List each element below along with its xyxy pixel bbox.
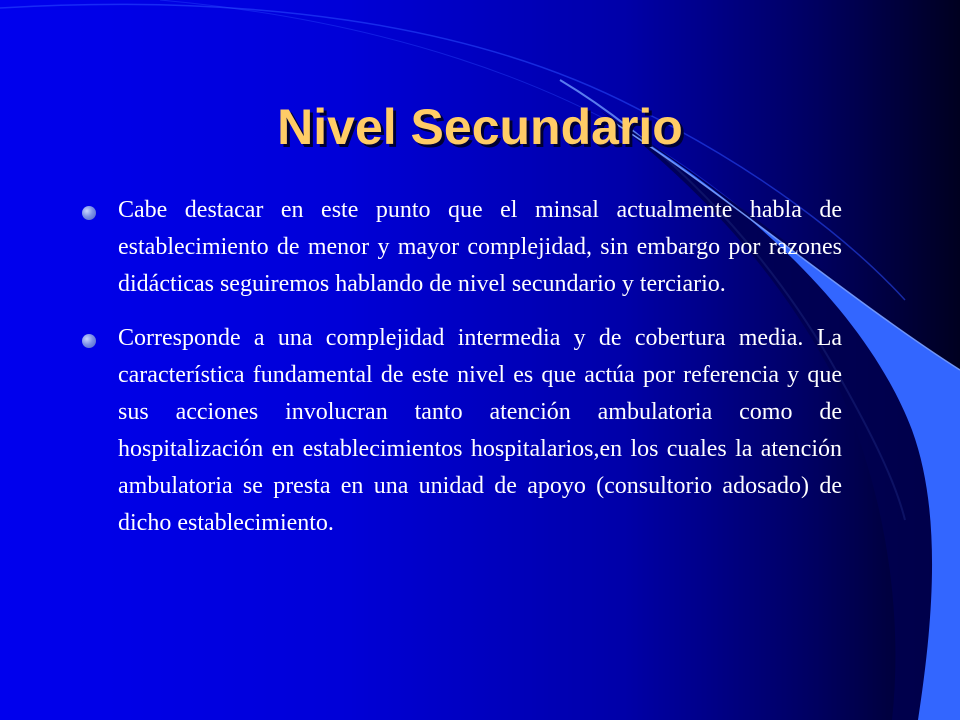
bullet-text: Corresponde a una complejidad intermedia y de cobertura media. La característica fundamental de este nivel es que actúa por referencia y que sus acciones involucran tanto atención ambulatoria como de hospitalización en establecimientos hospitalarios,en los cuales la atención ambulatoria se presta en una unidad de apoyo (consultorio adosado) de dicho establecimiento. bbox=[118, 325, 842, 536]
slide-title: Nivel Secundario bbox=[277, 99, 683, 155]
bullet-dot-icon bbox=[82, 206, 96, 220]
bullet-text: Cabe destacar en este punto que el minsal actualmente habla de establecimiento de menor y mayor complejidad, sin embargo por razones didácticas seguiremos hablando de nivel secundario y terciario. bbox=[118, 197, 842, 297]
bullet-list bbox=[82, 192, 842, 559]
bullet-dot-icon bbox=[82, 334, 96, 348]
bullet-item bbox=[82, 320, 842, 542]
bullet-item bbox=[82, 192, 842, 303]
